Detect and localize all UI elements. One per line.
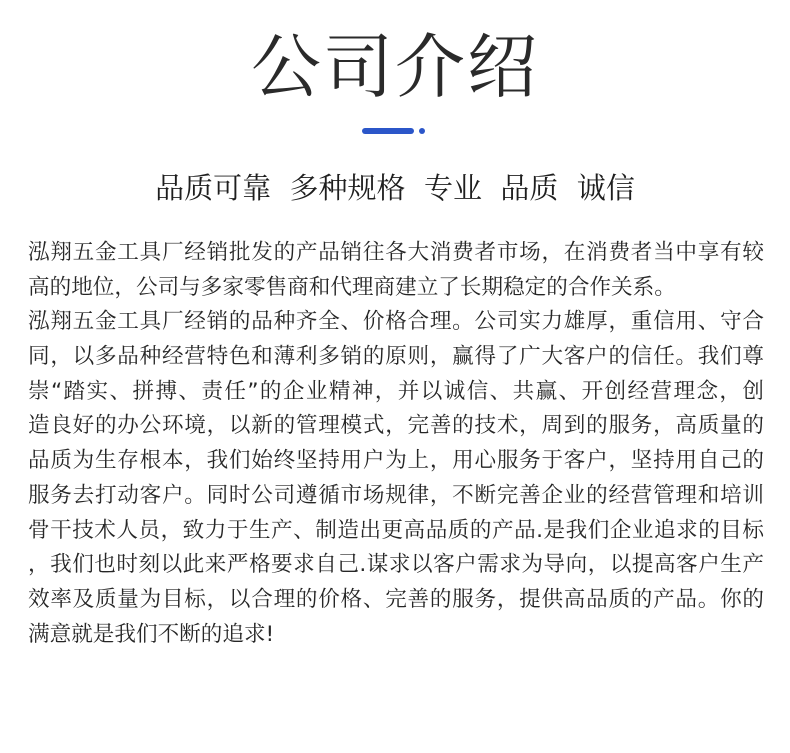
text-line: 服务去打动客户。同时公司遵循市场规律，不断完善企业的经营管理和培训 bbox=[28, 482, 764, 508]
text-line: 品质为生存根本，我们始终坚持用户为上，用心服务于客户，坚持用自己的 bbox=[28, 448, 764, 474]
text-line: 高的地位，公司与多家零售商和代理商建立了长期稳定的合作关系。 bbox=[28, 274, 676, 300]
text-line: 造良好的办公环境，以新的管理模式，完善的技术，周到的服务，高质量的 bbox=[28, 413, 764, 439]
text-line: 满意就是我们不断的追求! bbox=[28, 621, 275, 647]
company-description bbox=[28, 236, 764, 652]
page-title: 公司介绍 bbox=[251, 26, 539, 108]
text-line: 骨干技术人员，致力于生产、制造出更高品质的产品.是我们企业追求的目标 bbox=[28, 517, 764, 543]
text-line: 效率及质量为目标，以合理的价格、完善的服务，提供高品质的产品。你的 bbox=[28, 586, 764, 612]
text-line: 泓翔五金工具厂经销的品种齐全、价格合理。公司实力雄厚，重信用、守合 bbox=[28, 309, 764, 335]
text-line: 泓翔五金工具厂经销批发的产品销往各大消费者市场，在消费者当中享有较 bbox=[28, 240, 764, 265]
text-line: ，我们也时刻以此来严格要求自己.谋求以客户需求为导向，以提高客户生产 bbox=[28, 552, 764, 578]
underline-bar bbox=[362, 128, 414, 134]
text-line: 崇“踏实、拼搏、责任”的企业精神，并以诚信、共赢、开创经营理念，创 bbox=[28, 378, 764, 404]
underline-dot bbox=[419, 128, 425, 134]
text-line: 同，以多品种经营特色和薄利多销的原则，赢得了广大客户的信任。我们尊 bbox=[28, 344, 764, 370]
tagline: 品质可靠 多种规格 专业 品质 诚信 bbox=[155, 171, 635, 205]
